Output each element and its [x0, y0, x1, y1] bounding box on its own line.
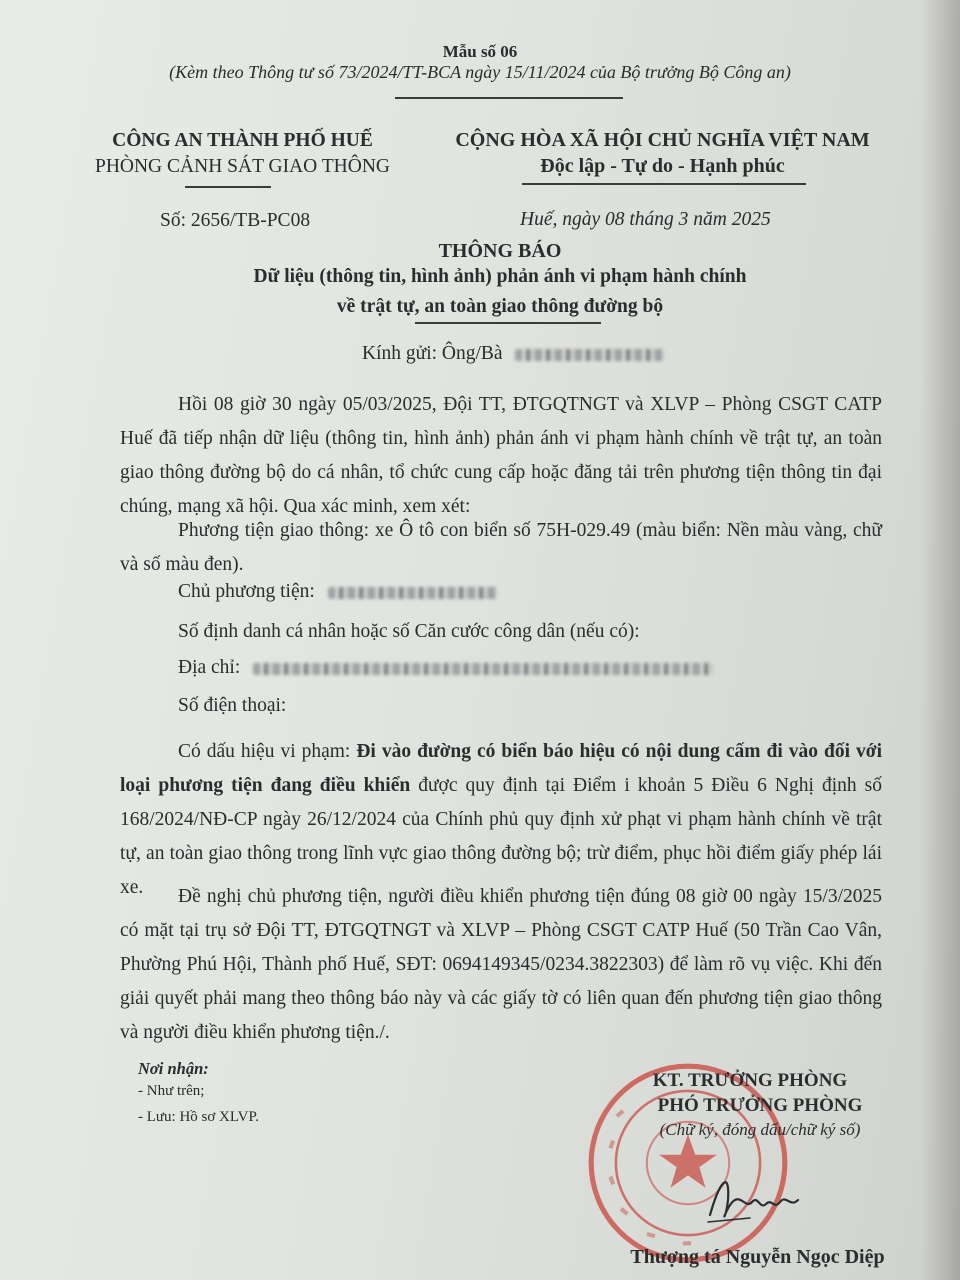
- notice-title: THÔNG BÁO: [438, 240, 562, 262]
- redacted-address: [253, 663, 713, 675]
- signature-title: KT. TRƯỞNG PHÒNG: [652, 1070, 848, 1091]
- signature-note: (Chữ ký, đóng dấu/chữ ký số): [659, 1120, 861, 1139]
- redacted-name: [515, 349, 665, 361]
- notice-subtitle-line2: về trật tự, an toàn giao thông đường bộ: [336, 296, 664, 317]
- country-name: CỘNG HÒA XÃ HỘI CHỦ NGHĨA VIỆT NAM: [455, 129, 870, 151]
- signer-name: Thượng tá Nguyễn Ngọc Diệp: [630, 1246, 885, 1268]
- violation-description: Đi vào đường có biển báo hiệu có nội dung cấm đi vào đối với loại phương tiện đang điều khiển: [120, 741, 882, 796]
- address-row: [178, 657, 713, 679]
- violation-prefix: Có dấu hiệu vi phạm:: [178, 741, 357, 762]
- divider: [185, 186, 271, 188]
- divider: [415, 322, 601, 324]
- notice-subtitle-line1: Dữ liệu (thông tin, hình ảnh) phản ánh vi phạm hành chính: [253, 266, 747, 287]
- recipient-item: - Lưu: Hồ sơ XLVP.: [138, 1109, 259, 1125]
- divider: [395, 97, 623, 99]
- page-shadow: [920, 0, 960, 1280]
- greeting-label: Kính gửi: Ông/Bà: [362, 343, 503, 364]
- form-number: Mẫu số 06: [442, 42, 518, 61]
- request-paragraph: Đề nghị chủ phương tiện, người điều khiển phương tiện đúng 08 giờ 00 ngày 15/3/2025 có mặt tại trụ sở Đội TT, ĐTGQTNGT và XLVP – Phòng CSGT CATP Huế (50 Trần Cao Vân, Phường Phú Hội, Thành phố Huế, SĐT: 0694149345/0234.3822303) để làm rõ vụ việc. Khi đến giải quyết phải mang theo thông báo này và các giấy tờ có liên quan đến phương tiện giao thông và người điều khiển phương tiện./.: [120, 886, 882, 1043]
- divider: [522, 183, 806, 185]
- phone-label: Số điện thoại:: [178, 695, 287, 716]
- document-date: Huế, ngày 08 tháng 3 năm 2025: [520, 209, 771, 230]
- greeting: [362, 343, 665, 365]
- recipient-item: - Như trên;: [138, 1083, 205, 1099]
- form-attachment: (Kèm theo Thông tư số 73/2024/TT-BCA ngày 15/11/2024 của Bộ trưởng Bộ Công an): [169, 62, 791, 82]
- department-name: PHÒNG CẢNH SÁT GIAO THÔNG: [94, 156, 391, 177]
- document-number: Số: 2656/TB-PC08: [160, 210, 311, 231]
- id-label: Số định danh cá nhân hoặc số Căn cước công dân (nếu có):: [178, 621, 640, 642]
- owner-label: Chủ phương tiện:: [178, 581, 315, 602]
- address-label: Địa chỉ:: [178, 657, 241, 678]
- national-motto: Độc lập - Tự do - Hạnh phúc: [540, 155, 785, 177]
- intro-paragraph: Hồi 08 giờ 30 ngày 05/03/2025, Đội TT, ĐTGQTNGT và XLVP – Phòng CSGT CATP Huế đã tiếp nhận dữ liệu (thông tin, hình ảnh) phản ánh vi phạm hành chính về trật tự, an toàn giao thông đường bộ do cá nhân, tổ chức cung cấp hoặc đăng tải trên phương tiện thông tin đại chúng, mạng xã hội. Qua xác minh, xem xét:: [120, 394, 882, 517]
- agency-name: CÔNG AN THÀNH PHỐ HUẾ: [112, 130, 373, 151]
- handwritten-signature-icon: [690, 1160, 830, 1230]
- owner-row: [178, 581, 498, 603]
- recipients-title: Nơi nhận:: [138, 1059, 209, 1078]
- signature-position: PHÓ TRƯỞNG PHÒNG: [657, 1095, 863, 1116]
- violation-legal-basis: được quy định tại Điểm i khoản 5 Điều 6 Nghị định số 168/2024/NĐ-CP ngày 26/12/2024 của Chính phủ quy định xử phạt vi phạm hành chính về trật tự, an toàn giao thông trong lĩnh vực giao thông đường bộ; trừ điểm, phục hồi điểm giấy phép lái xe.: [120, 775, 882, 898]
- vehicle-info: Phương tiện giao thông: xe Ô tô con biển số 75H-029.49 (màu biển: Nền màu vàng, chữ và số màu đen).: [120, 520, 882, 575]
- redacted-owner: [328, 587, 498, 599]
